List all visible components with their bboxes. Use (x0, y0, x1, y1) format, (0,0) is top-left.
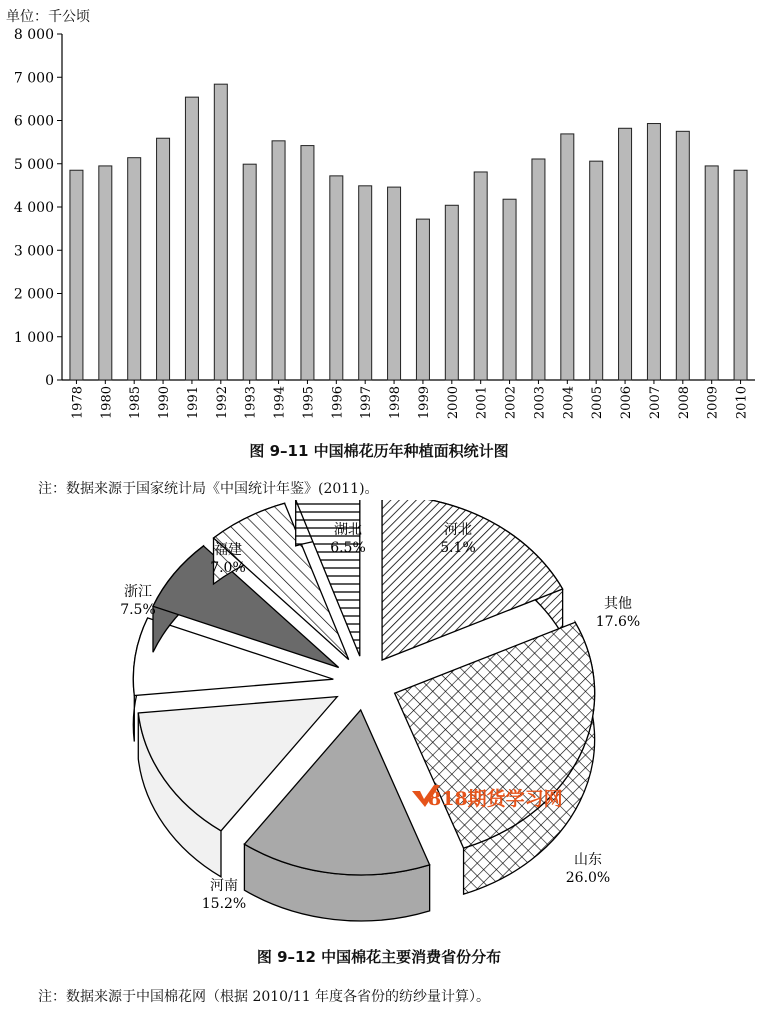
pie-label-name: 浙江 (124, 584, 152, 600)
bar-2000 (445, 205, 458, 380)
pie-label-value: 6.5% (330, 540, 366, 556)
y-tick-label: 0 (45, 373, 54, 389)
x-tick-label: 1995 (301, 386, 317, 420)
x-tick-label: 2002 (503, 386, 519, 420)
y-axis (14, 27, 755, 389)
x-tick-label: 1978 (70, 386, 86, 420)
pie-slice-top (382, 500, 563, 660)
x-tick-label: 2007 (647, 386, 663, 420)
x-tick-label: 1985 (128, 386, 144, 420)
y-tick-label: 1 000 (13, 329, 54, 346)
pie-label-value: 5.1% (440, 540, 476, 556)
y-tick-label: 6 000 (13, 113, 54, 130)
watermark (412, 785, 563, 810)
pie-chart-caption: 图 9–12 中国棉花主要消费省份分布 (256, 948, 502, 966)
bar-1985 (128, 158, 141, 380)
pie-label-value: 7.5% (120, 602, 156, 618)
bar-1998 (388, 187, 401, 380)
bar-1980 (99, 166, 112, 380)
x-tick-label: 1999 (416, 386, 432, 420)
bar-2010 (734, 170, 747, 380)
x-tick-label: 1990 (157, 386, 173, 420)
bar-2007 (647, 124, 660, 380)
x-tick-label: 1980 (99, 386, 115, 420)
x-tick-label: 1996 (330, 386, 346, 420)
bar-chart-note: 注：数据来源于国家统计局《中国统计年鉴》(2011)。 (38, 481, 379, 497)
bar-1991 (185, 97, 198, 380)
bar-2008 (676, 131, 689, 380)
pie-label-name: 河北 (444, 522, 472, 538)
y-tick-label: 7 000 (13, 70, 54, 87)
y-tick-label: 5 000 (13, 156, 54, 173)
x-axis-labels (70, 380, 749, 419)
pie-label-name: 其他 (604, 596, 632, 612)
pie-label-name: 湖北 (334, 522, 362, 538)
x-tick-label: 2005 (590, 386, 606, 420)
x-tick-label: 2000 (445, 386, 461, 420)
bar-1992 (214, 84, 227, 380)
x-tick-label: 1997 (359, 386, 375, 420)
pie-chart (0, 500, 758, 930)
y-tick-label: 3 000 (13, 243, 54, 260)
y-tick-label: 4 000 (13, 200, 54, 216)
x-tick-label: 2010 (734, 386, 750, 420)
bar-2002 (503, 199, 516, 380)
pie-label-name: 福建 (214, 542, 242, 558)
pie-label-name: 河南 (210, 878, 238, 894)
x-tick-label: 1994 (272, 386, 288, 420)
x-tick-label: 2008 (676, 386, 692, 420)
bar-1978 (70, 170, 83, 380)
y-axis-unit-label: 单位：千公顷 (6, 9, 90, 25)
x-tick-label: 2001 (474, 386, 490, 420)
bar-1990 (157, 138, 170, 380)
pie-label-value: 7.0% (210, 560, 246, 576)
pie-chart-note: 注：数据来源于中国棉花网（根据 2010/11 年度各省份的纺纱量计算）。 (38, 989, 491, 1005)
bar-1993 (243, 164, 256, 380)
pie-label-value: 17.6% (595, 614, 641, 630)
pie-label-name: 山东 (574, 852, 602, 868)
x-tick-label: 2009 (705, 386, 721, 420)
pie-label-value: 15.2% (201, 896, 247, 912)
y-tick-label: 2 000 (13, 286, 54, 303)
bar-1996 (330, 176, 343, 380)
x-tick-label: 1991 (185, 386, 201, 420)
pie-slice-其他 (382, 500, 563, 660)
x-tick-label: 1992 (214, 386, 230, 420)
bar-chart-caption: 图 9–11 中国棉花历年种植面积统计图 (249, 442, 509, 460)
bar-2009 (705, 166, 718, 380)
bar-2005 (590, 161, 603, 380)
bar-2003 (532, 159, 545, 380)
bar-1997 (359, 186, 372, 380)
x-tick-label: 1998 (388, 386, 404, 420)
bar-chart (0, 0, 758, 430)
x-tick-label: 1993 (243, 386, 259, 420)
pie-slices (133, 500, 594, 921)
x-tick-label: 2004 (561, 386, 577, 420)
bar-2001 (474, 172, 487, 380)
bar-1995 (301, 146, 314, 380)
x-tick-label: 2003 (532, 386, 548, 420)
x-tick-label: 2006 (619, 386, 635, 420)
bar-1994 (272, 141, 285, 380)
bar-1999 (416, 219, 429, 380)
bar-2004 (561, 134, 574, 380)
bar-2006 (619, 128, 632, 380)
bar-series (70, 84, 747, 380)
y-tick-label: 8 000 (13, 27, 54, 43)
watermark-text: 818期货学习网 (428, 788, 563, 810)
pie-label-value: 26.0% (565, 870, 611, 886)
